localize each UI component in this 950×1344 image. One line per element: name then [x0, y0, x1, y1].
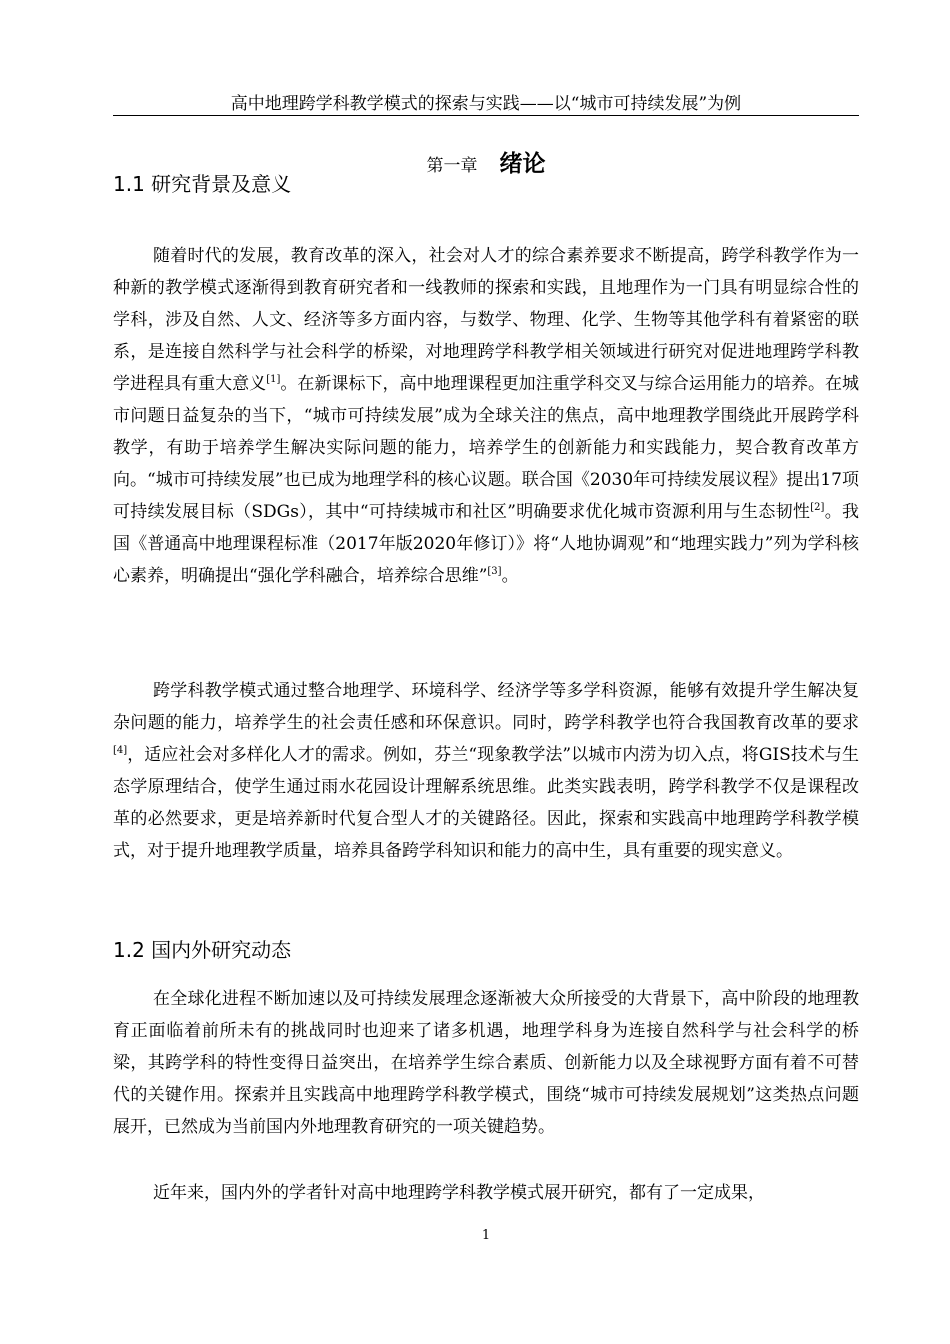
paragraph-text: 。在新课标下，高中地理课程更加注重学科交叉与综合运用能力的培养。在城市问题日益复杂的当下，“城市可持续发展”成为全球关注的焦点，高中地理教学围绕此开展跨学科教学，有助于培养学生解决实际问题的能力，培养学生的创新能力和实践能力，契合教育改革方向。“城市可持续发展”也已成为地理学科的核心议题。联合国《2030年可持续发展议程》提出17项可持续发展目标（SDGs），其中“可持续城市和社区”明确要求优化城市资源利用与生态韧性	[113, 374, 860, 522]
citation-ref-1: [1]	[266, 374, 281, 385]
paragraph-text: 随着时代的发展，教育改革的深入，社会对人才的综合素养要求不断提高，跨学科教学作为一种新的教学模式逐渐得到教育研究者和一线教师的探索和实践，且地理作为一门具有明显综合性的学科，涉及自然、人文、经济等多方面内容，与数学、物理、化学、生物等其他学科有着紧密的联系，是连接自然科学与社会科学的桥梁，对地理跨学科教学相关领域进行研究对促进地理跨学科教学进程具有重大意义	[113, 246, 859, 394]
citation-ref-3: [3]	[487, 566, 502, 577]
citation-ref-2: [2]	[810, 502, 825, 513]
header-rule	[113, 115, 859, 116]
section-heading-1-1: 1.1 研究背景及意义	[113, 172, 292, 196]
paragraph-1-1-2	[113, 675, 859, 867]
paragraph-text: 。	[501, 566, 519, 586]
chapter-number: 第一章	[426, 156, 478, 176]
paragraph-1-1-1	[113, 240, 859, 592]
paragraph-text: ，适应社会对多样化人才的需求。例如，芬兰“现象教学法”以城市内涝为切入点，将GIS技术与生态学原理结合，使学生通过雨水花园设计理解系统思维。此类实践表明，跨学科教学不仅是课程改革的必然要求，更是培养新时代复合型人才的关键路径。因此，探索和实践高中地理跨学科教学模式，对于提升地理教学质量，培养具备跨学科知识和能力的高中生，具有重要的现实意义。	[113, 745, 859, 861]
paragraph-1-2-2: 近年来，国内外的学者针对高中地理跨学科教学模式展开研究，都有了一定成果，	[153, 1183, 765, 1203]
paragraph-text: 跨学科教学模式通过整合地理学、环境科学、经济学等多学科资源，能够有效提升学生解决复杂问题的能力，培养学生的社会责任感和环保意识。同时，跨学科教学也符合我国教育改革的要求	[113, 681, 859, 733]
running-header: 高中地理跨学科教学模式的探索与实践——以“城市可持续发展”为例	[230, 94, 742, 114]
chapter-name: 绪论	[499, 151, 546, 177]
section-heading-1-2: 1.2 国内外研究动态	[113, 938, 292, 962]
page-number: 1	[481, 1228, 491, 1243]
citation-ref-4: [4]	[113, 745, 128, 756]
paragraph-text: 。我国《普通高中地理课程标准（2017年版2020年修订）》将“人地协调观”和“地理实践力”列为学科核心素养，明确提出“强化学科融合，培养综合思维”	[113, 502, 859, 586]
paragraph-1-2-1: 在全球化进程不断加速以及可持续发展理念逐渐被大众所接受的大背景下，高中阶段的地理教育正面临着前所未有的挑战同时也迎来了诸多机遇，地理学科身为连接自然科学与社会科学的桥梁，其跨学科的特性变得日益突出，在培养学生综合素质、创新能力以及全球视野方面有着不可替代的关键作用。探索并且实践高中地理跨学科教学模式，围绕“城市可持续发展规划”这类热点问题展开，已然成为当前国内外地理教育研究的一项关键趋势。	[113, 989, 859, 1137]
